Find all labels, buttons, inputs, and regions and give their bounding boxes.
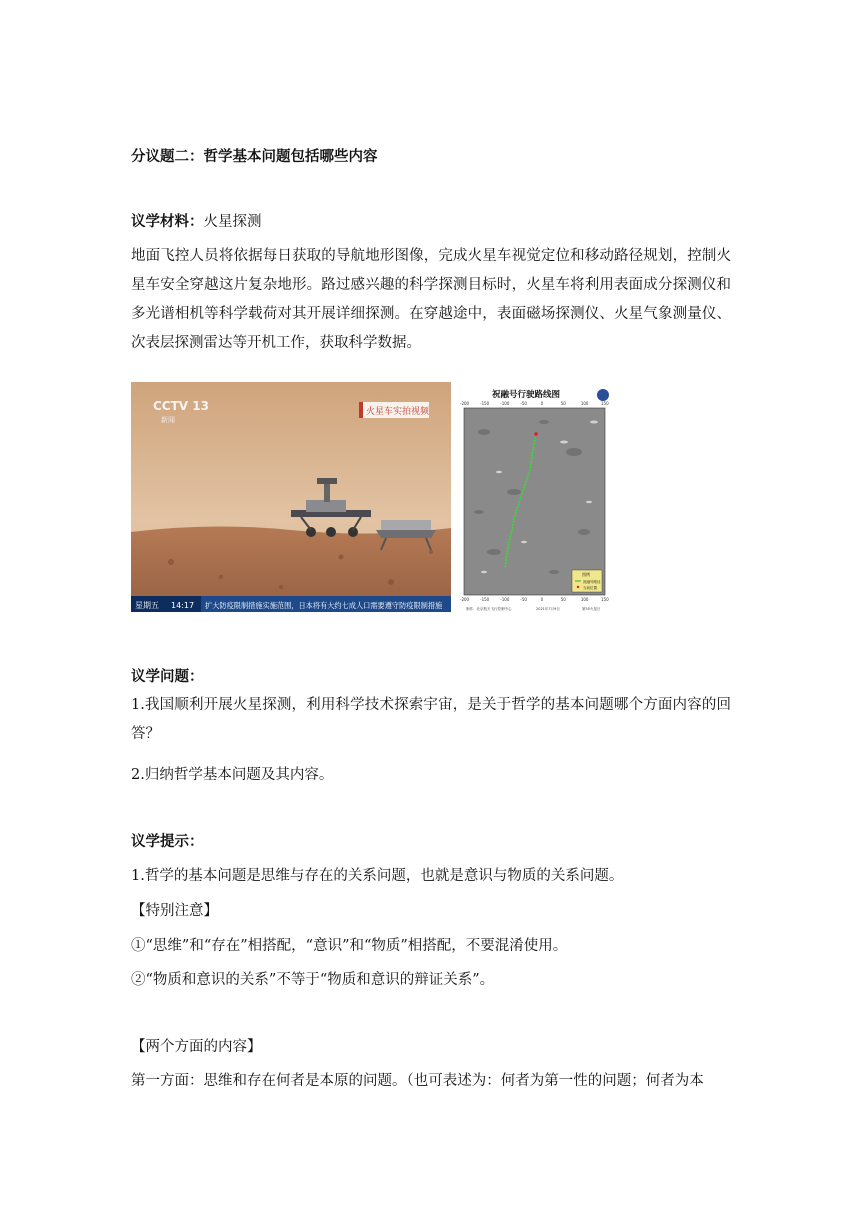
questions-label: 议学问题： [131,668,204,685]
zhurong-route-map [454,382,614,612]
first-aspect: 第一方面：思维和存在何者是本原的问题。（也可表述为：何者为第一性的问题；何者为本 [131,1073,704,1089]
map-top-tick-0: -200 [460,401,470,406]
hint-1: 1.哲学的基本问题是思维与存在的关系问题，也就是意识与物质的关系问题。 [131,868,624,884]
map-title: 祝融号行驶路线图 [492,390,561,400]
map-bottom-tick-7: 150 [601,597,609,602]
route-map-illustration [454,382,614,612]
material-paragraph: 地面飞控人员将依据每日获取的导航地形图像，完成火星车视觉定位和移动路径规划，控制火星车安全穿越这片复杂地形。路过感兴趣的科学探测目标时，火星车将利用表面成分探测仪和多光谱相机等科学载荷对其开展详细探测。在穿越途中，表面磁场探测仪、火星气象测量仪、次表层探测雷达等开机工作，获取科学数据。 [131,248,731,351]
map-top-tick-2: -100 [500,401,510,406]
ticker-text: 扩大防疫限制措施实施范围，日本将有大约七成人口需要遵守防疫限制措施 [205,601,443,610]
map-emblem-icon [597,389,609,401]
map-top-tick-4: 0 [540,401,544,406]
map-bottom-tick-3: -50 [520,597,527,602]
map-footer-mid: 2021年7月9日 [536,607,560,611]
special-note-label: 【特别注意】 [131,903,218,919]
section-heading: 分议题二：哲学基本问题包括哪些内容 [131,148,378,165]
map-bottom-tick-2: -100 [500,597,510,602]
material-heading [131,212,731,232]
map-bottom-tick-0: -200 [460,597,470,602]
legend-title: 图例 [582,572,590,577]
mars-rover-photo-illustration [131,382,451,612]
material-label: 议学材料： [131,213,204,230]
map-top-tick-7: 150 [601,401,609,406]
tv-logo-sub: 新闻 [161,416,175,424]
legend-item-position: 当前位置 [583,586,597,590]
map-bottom-tick-5: 50 [560,597,566,602]
legend-item-path: 祝融号路径 [583,580,601,584]
map-bottom-tick-4: 0 [540,597,544,602]
tv-caption: 火星车实拍视频 [366,407,430,417]
note-1: ①“思维”和“存在”相搭配，“意识”和“物质”相搭配，不要混淆使用。 [131,938,568,954]
note-2: ②“物质和意识的关系”不等于“物质和意识的辩证关系”。 [131,972,495,988]
map-top-tick-3: -50 [520,401,527,406]
map-top-tick-1: -150 [480,401,490,406]
hints-label: 议学提示： [131,833,204,850]
ticker-time: 14:17 [171,601,195,610]
map-bottom-tick-1: -150 [480,597,490,602]
current-position-marker [534,432,538,436]
question-2: 2.归纳哲学基本问题及其内容。 [131,767,334,783]
two-aspects-label: 【两个方面的内容】 [131,1039,262,1055]
material-title: 火星探测 [203,214,262,230]
tv-logo: CCTV 13 [153,399,209,413]
ticker-day: 星期五 [135,601,159,610]
map-top-tick-5: 50 [560,401,566,406]
map-footer-left: 制作：北京航天飞行控制中心 [466,607,512,611]
map-top-tick-6: 100 [580,401,589,406]
map-footer-right: 第55火星日 [582,607,601,611]
map-bottom-tick-6: 100 [580,597,589,602]
mars-rover-photo [131,382,451,612]
question-1: 1.我国顺利开展火星探测，利用科学技术探索宇宙，是关于哲学的基本问题哪个方面内容的回答？ [131,697,731,742]
